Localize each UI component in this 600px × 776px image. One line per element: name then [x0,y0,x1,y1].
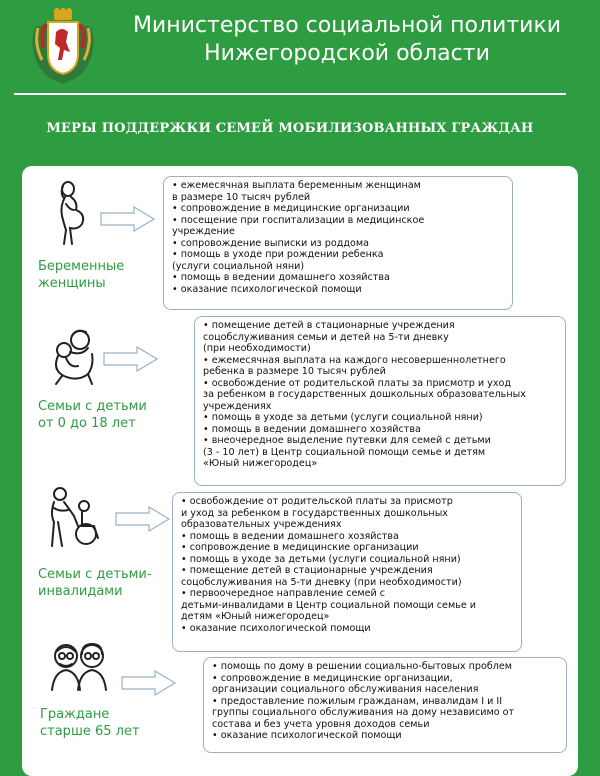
coat-of-arms-icon [28,8,98,86]
arrow-right-icon [100,206,156,232]
group-label-line2: инвалидами [38,584,123,599]
arrow-right-icon [121,670,177,696]
support-item: • оказание психологической помощи [172,284,506,296]
support-item: • освобождение от родительской платы за присмотр и уход за ребенком в государственных дошкольных образовательных учреждениях [181,496,515,531]
support-item: • помещение детей в стационарные учреждения соцобслуживания семьи и детей на 5-ти дневку (при необходимости) [203,320,559,355]
ministry-title-line2: Нижегородской области [204,41,490,66]
support-box-children [194,316,566,486]
support-item: • посещение при госпитализации в медицинское учреждение [172,215,506,238]
support-box-elderly [203,657,567,753]
ministry-title-line1: Министерство социальной политики [132,13,562,38]
support-item: • ежемесячная выплата на каждого несовершеннолетнего ребенка в размере 10 тысяч рублей [203,355,559,378]
support-item: • сопровождение выписки из роддома [172,238,506,250]
group-label-children [38,398,147,432]
pregnant-woman-icon [54,180,88,246]
support-item: • освобождение от родительской платы за присмотр и уход за ребенком в государственных дошкольных образовательных учреждениях [203,378,559,413]
support-item: • первоочередное направление семей с детьми-инвалидами в Центр социальной помощи семье и детям «Юный нижегородец» [181,588,515,623]
support-item: • сопровождение в медицинские организации [172,203,506,215]
support-item: • помощь в ведении домашнего хозяйства [172,272,506,284]
support-item: • помощь по дому в решении социально-бытовых проблем [212,661,560,673]
header-divider [14,93,566,95]
support-box-pregnant [163,176,513,310]
support-item: • помощь в уходе за детьми (услуги социальной няни) [203,412,559,424]
group-label-line1: Беременные [38,259,125,274]
support-item: • оказание психологической помощи [212,730,560,742]
group-label-line1: Семьи с детьми- [38,567,152,582]
support-item: • предоставление пожилым гражданам, инвалидам I и II группы социального обслуживания на дому независимо от состава и без учета уровня доходов семьи [212,696,560,731]
support-item: • ежемесячная выплата беременным женщинам в размере 10 тысяч рублей [172,180,506,203]
page-subtitle: МЕРЫ ПОДДЕРЖКИ СЕМЕЙ МОБИЛИЗОВАННЫХ ГРАЖДАН [46,121,534,136]
group-label-line1: Семьи с детьми [38,399,147,414]
support-item: • сопровождение в медицинские организации [181,542,515,554]
group-label-elderly [40,706,140,740]
group-label-line2: старше 65 лет [40,724,140,739]
support-item: • помощь в ведении домашнего хозяйства [181,531,515,543]
support-list-children [203,320,559,470]
group-label-line1: Граждане [40,707,110,722]
support-item: • сопровождение в медицинские организации, организации социального обслуживания населения [212,673,560,696]
group-label-line2: от 0 до 18 лет [38,416,136,431]
support-list-disabled-children [181,496,515,634]
support-item: • помощь в уходе за детьми (услуги социальной няни) [181,554,515,566]
support-item: • помощь в ведении домашнего хозяйства [203,424,559,436]
group-label-pregnant [38,258,124,292]
group-label-disabled-children [38,566,152,600]
wheelchair-family-icon [44,486,106,548]
group-label-line2: женщины [38,276,106,291]
support-list-elderly [212,661,560,742]
support-item: • помещение детей в стационарные учреждения соцобслуживания на 5-ти дневку (при необходимости) [181,565,515,588]
arrow-right-icon [103,346,159,372]
support-item: • оказание психологической помощи [181,623,515,635]
support-item: • внеочередное выделение путевки для семей с детьми (3 - 10 лет) в Центр социальной помощи семье и детям «Юный нижегородец» [203,435,559,470]
support-item: • помощь в уходе при рождении ребенка (услуги социальной няни) [172,249,506,272]
mother-child-icon [48,326,100,386]
support-list-pregnant [172,180,506,295]
support-box-disabled-children [172,492,522,652]
elderly-couple-icon [46,640,112,692]
arrow-right-icon [115,506,171,532]
ministry-title [112,12,582,68]
